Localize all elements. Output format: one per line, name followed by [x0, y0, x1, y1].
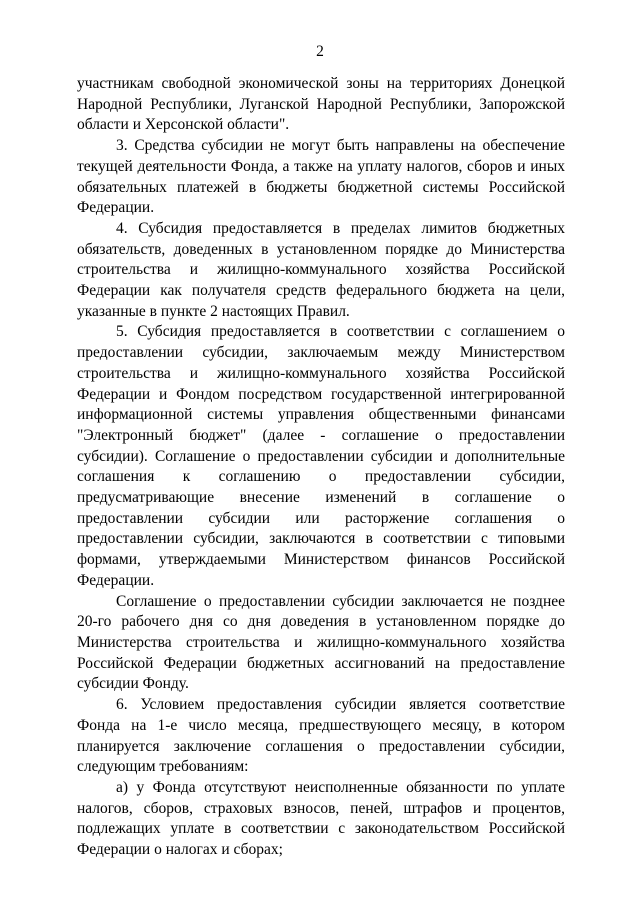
paragraph-item-4: 4. Субсидия предоставляется в пределах лимитов бюджетных обязательств, доведенных в установленном порядке до Министерства строительства и жилищно-коммунального хозяйства Российской Федерации как получателя средств федерального бюджета на цели, указанные в пункте 2 настоящих Правил. [77, 219, 565, 320]
paragraph-item-5: 5. Субсидия предоставляется в соответствии с соглашением о предоставлении субсидии, заключаемым между Министерством строительства и жилищно-коммунального хозяйства Российской Федерации и Фондом посредством государственной интегрированной информационной системы управления общественными финансами "Электронный бюджет" (далее - соглашение о предоставлении субсидии). Соглашение о предоставлении субсидии и дополнительные соглашения к соглашению о предоставлении субсидии, предусматривающие внесение изменений в соглашение о предоставлении субсидии или расторжение соглашения о предоставлении субсидии, заключаются в соответствии с типовыми формами, утверждаемыми Министерством финансов Российской Федерации. [77, 323, 565, 589]
paragraph-agreement-deadline: Соглашение о предоставлении субсидии заключается не позднее 20-го рабочего дня со дня доведения в установленном порядке до Министерства строительства и жилищно-коммунального хозяйства Российской Федерации бюджетных ассигнований на предоставление субсидии Фонду. [77, 592, 565, 693]
paragraph-continuation: участникам свободной экономической зоны на территориях Донецкой Народной Республики, Луганской Народной Республики, Запорожской области и Херсонской области". [77, 75, 565, 134]
paragraph-item-6: 6. Условием предоставления субсидии является соответствие Фонда на 1-е число месяца, предшествующего месяцу, в котором планируется заключение соглашения о предоставлении субсидии, следующим требованиям: [77, 696, 565, 776]
document-body [77, 74, 565, 861]
paragraph-subitem-a: а) у Фонда отсутствуют неисполненные обязанности по уплате налогов, сборов, страховых взносов, пеней, штрафов и процентов, подлежащих уплате в соответствии с законодательством Российской Федерации о налогах и сборах; [77, 778, 565, 859]
paragraph-item-3: 3. Средства субсидии не могут быть направлены на обеспечение текущей деятельности Фонда, а также на уплату налогов, сборов и иных обязательных платежей в бюджеты бюджетной системы Российской Федерации. [77, 137, 565, 217]
page-number: 2 [316, 43, 324, 60]
